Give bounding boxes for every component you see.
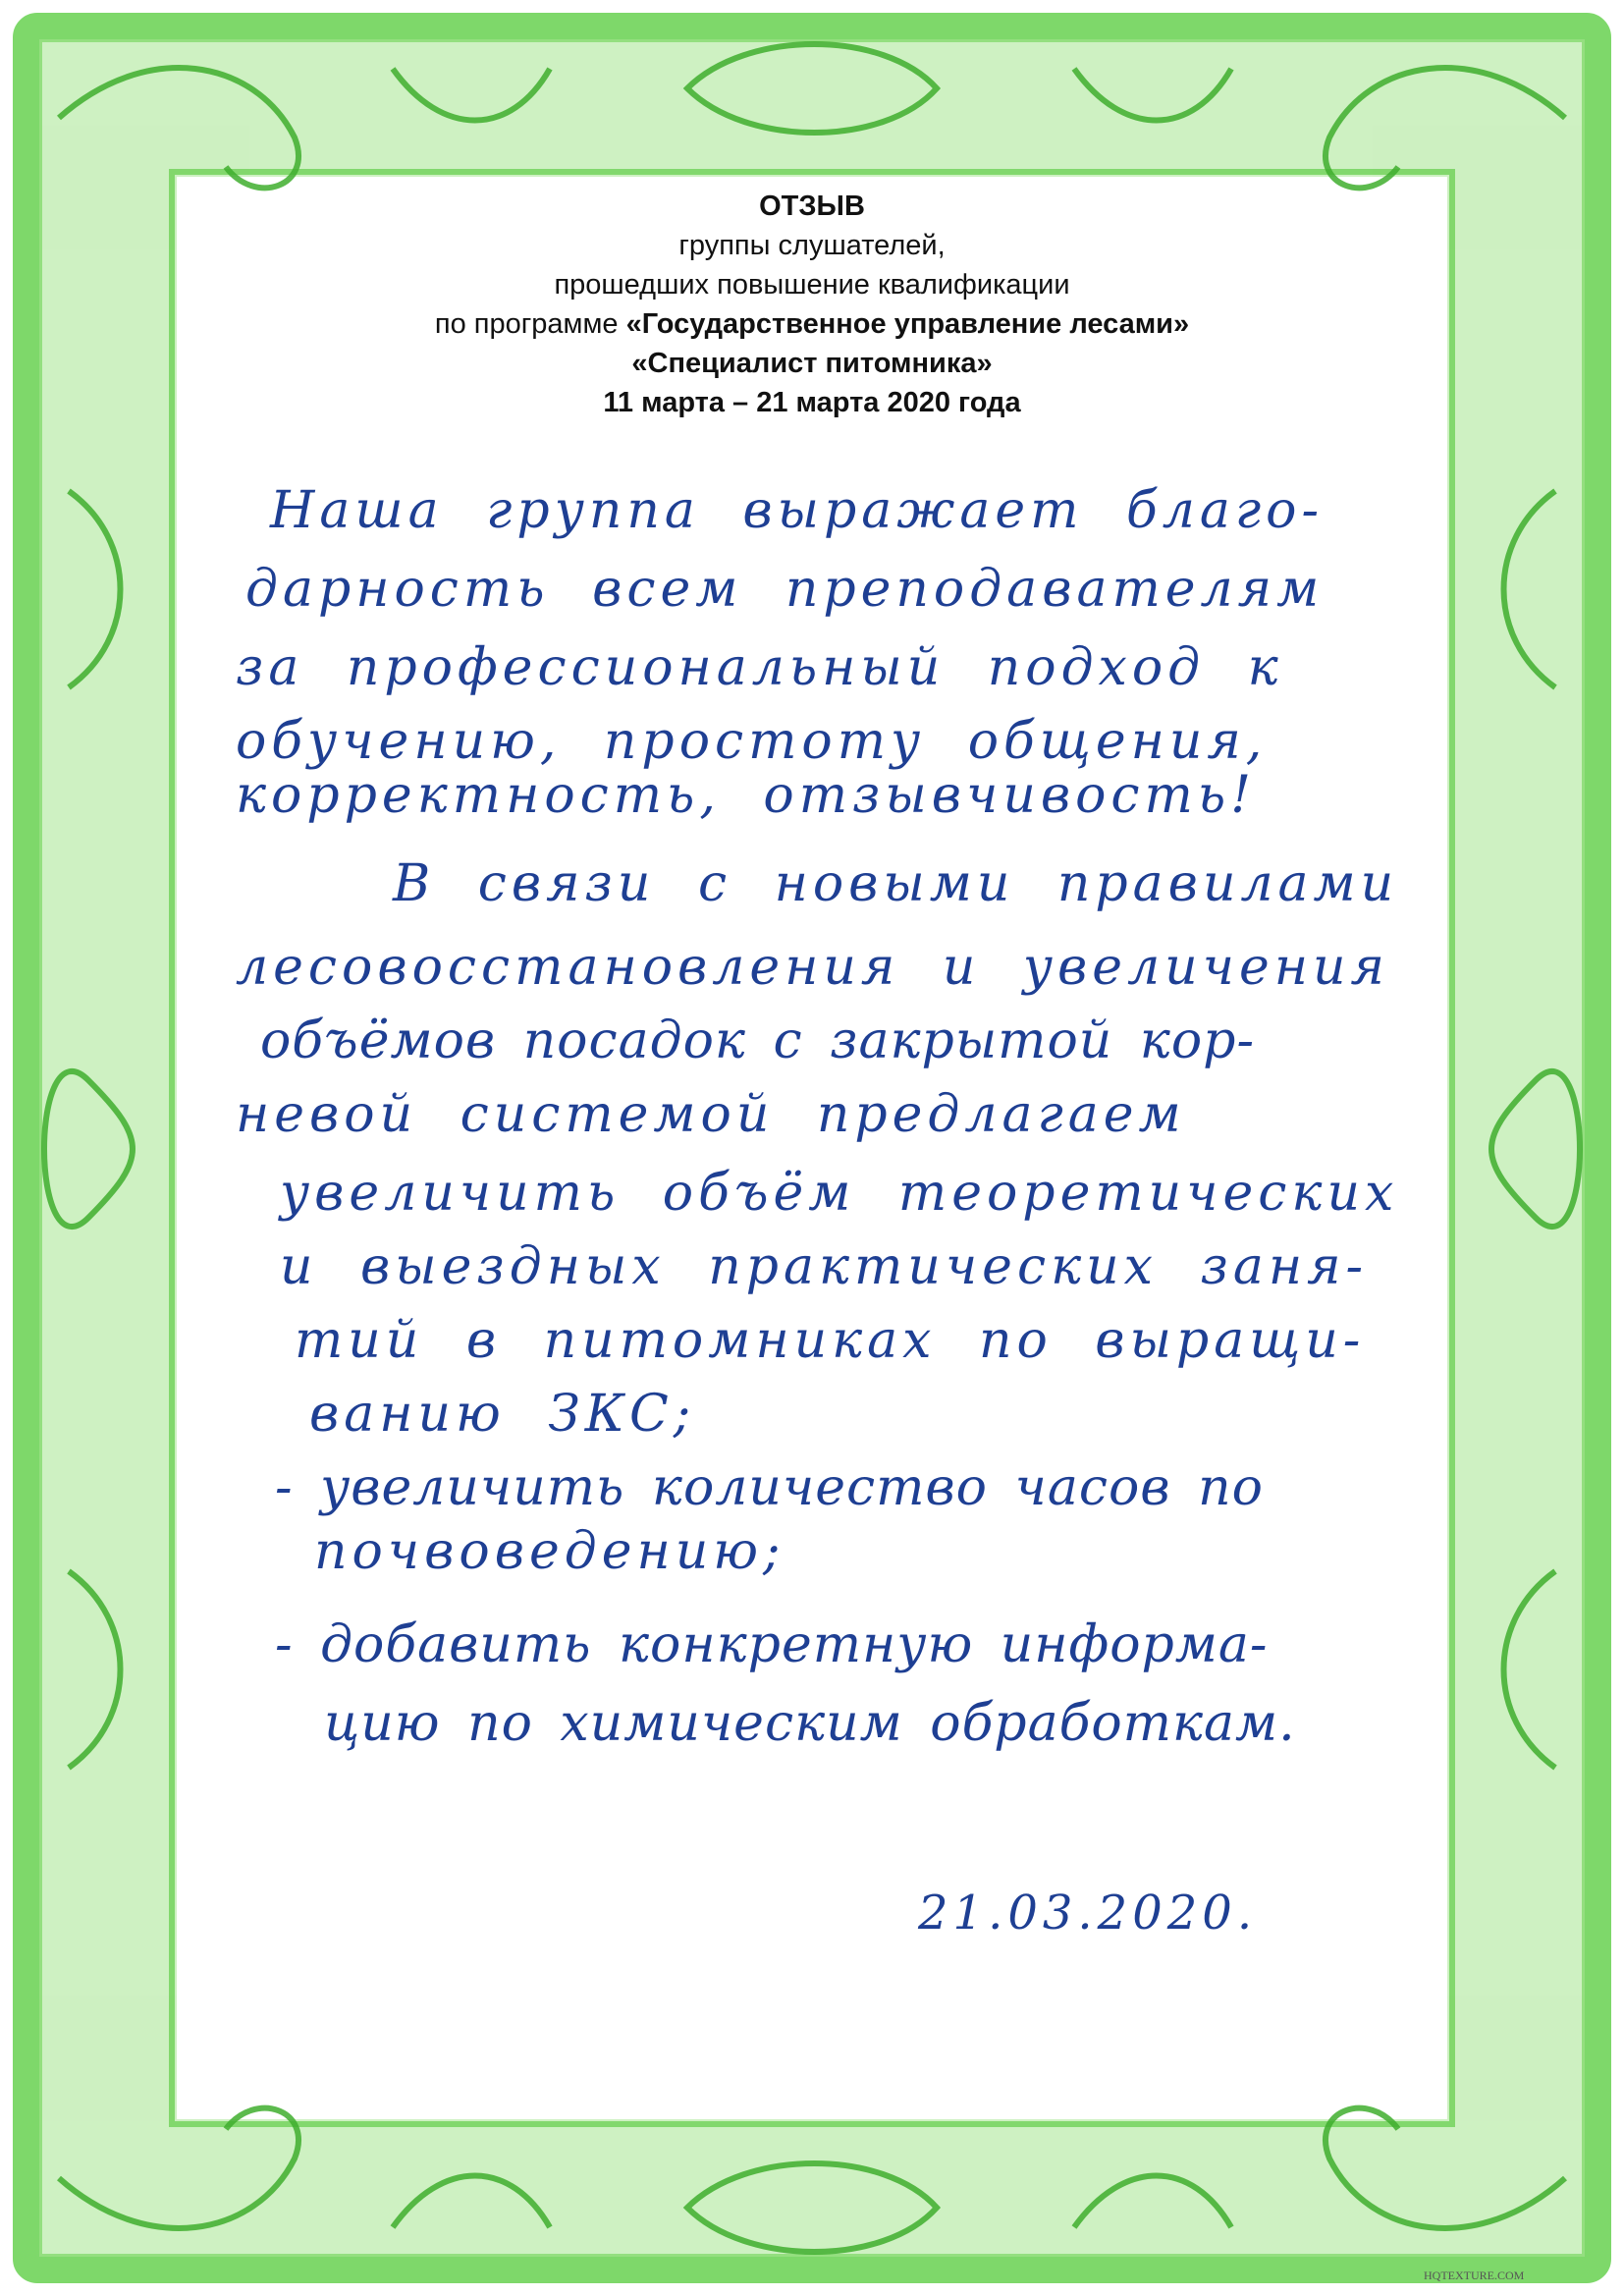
header-program [226,304,1398,344]
watermark-logo: HQTEXTURE.COM [1424,2269,1525,2282]
document-content [226,187,1398,422]
header-line-1: группы слушателей, [678,230,946,261]
handwritten-line: невой системой предлагаем [236,1085,1186,1144]
handwritten-line: обучению, простоту общения, [236,712,1268,771]
header-line-2: прошедших повышение квалификации [554,269,1070,301]
handwritten-line: - увеличить количество часов по [275,1458,1264,1517]
handwritten-line: Наша группа выражает благо- [270,481,1325,540]
handwritten-line: увеличить объём теоретических [280,1164,1399,1223]
handwritten-line: и выездных практических заня- [280,1237,1369,1296]
header-dates: 11 марта – 21 марта 2020 года [603,387,1021,418]
handwritten-line: - добавить конкретную информа- [275,1615,1269,1674]
signature-date: 21.03.2020. [918,1886,1258,1941]
handwritten-line: тий в питомниках по выращи- [295,1311,1366,1370]
handwritten-line: за профессиональный подход к [236,638,1283,697]
handwritten-line: цию по химическим обработкам. [324,1694,1296,1753]
handwritten-line: В связи с новыми правилами [393,854,1399,913]
handwritten-line: корректность, отзывчивость! [236,766,1257,825]
document-title: ОТЗЫВ [759,191,865,222]
handwritten-line: объёмов посадок с закрытой кор- [260,1011,1256,1070]
handwritten-line: лесовосстановления и увеличения [236,938,1389,997]
handwritten-line: почвоведению; [314,1522,785,1581]
handwritten-line: дарность всем преподавателям [245,560,1325,619]
header-specialty: «Специалист питомника» [631,348,993,379]
program-prefix: по программе [434,308,626,340]
handwritten-line: ванию ЗКС; [309,1385,696,1444]
program-name: «Государственное управление лесами» [625,308,1190,340]
document-header [226,187,1398,422]
